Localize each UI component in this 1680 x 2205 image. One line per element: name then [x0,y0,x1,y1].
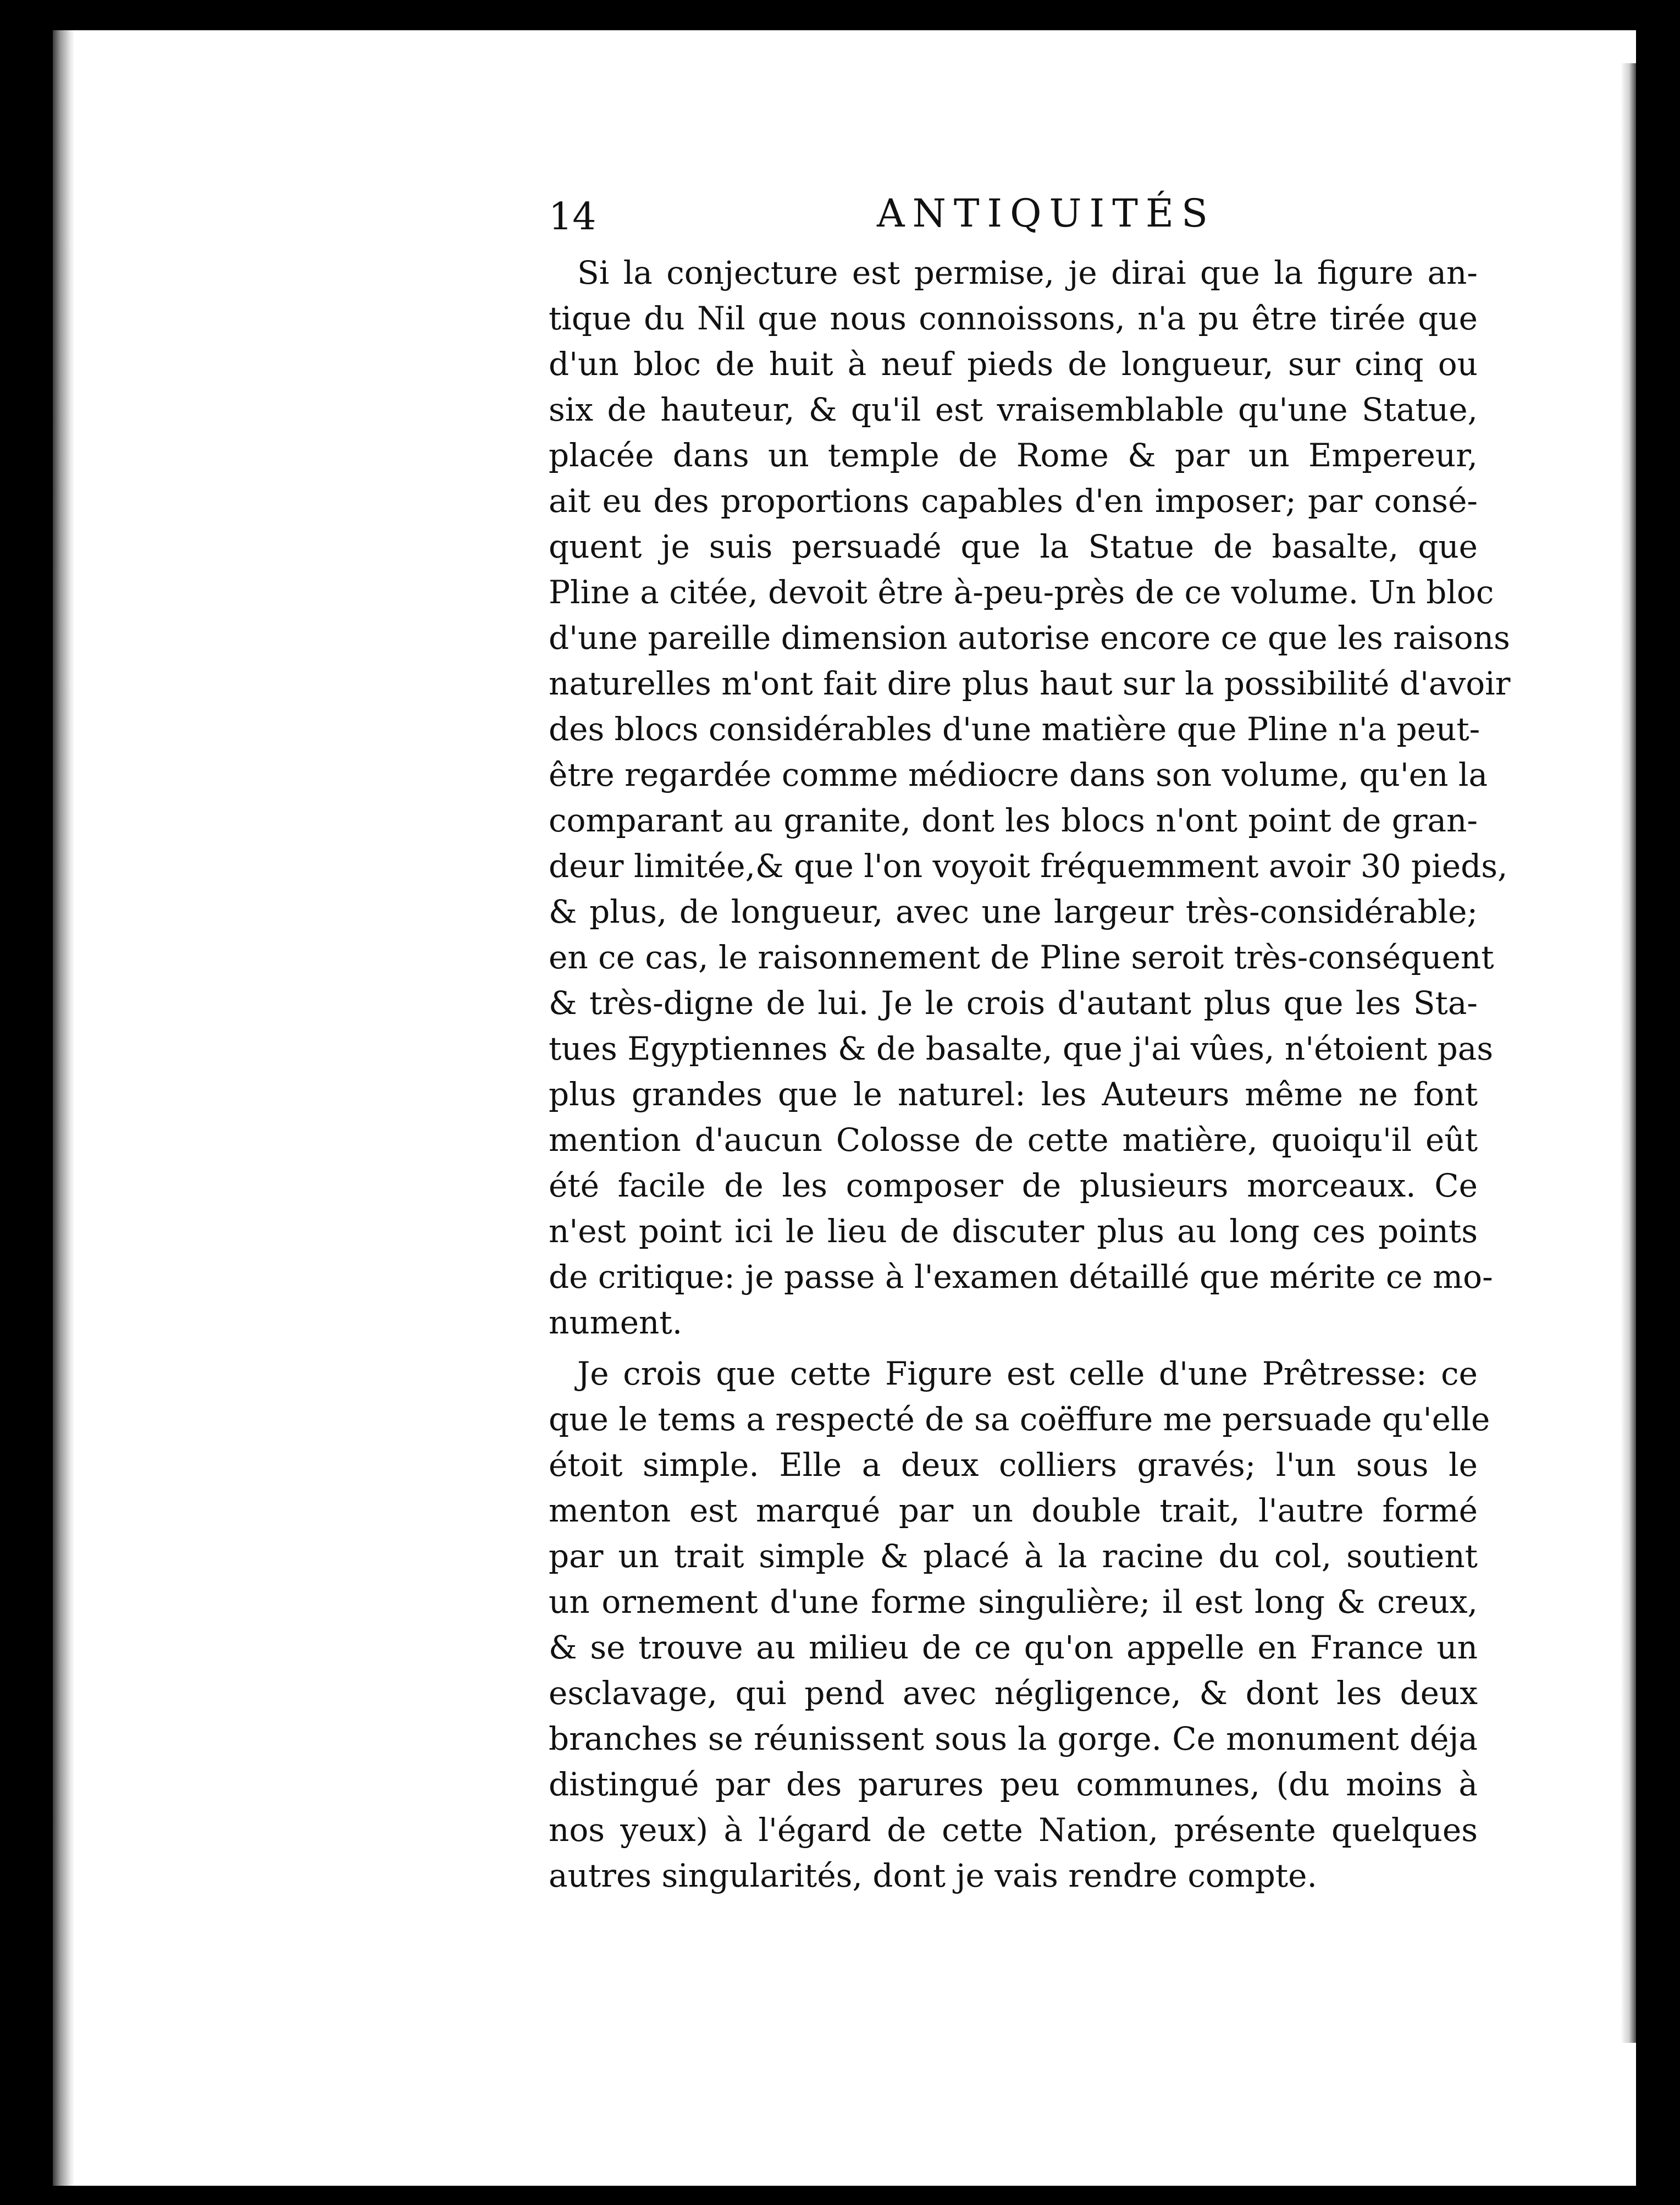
text-line: & très-digne de lui. Je le crois d'autant plus que les Sta- [549,984,1478,1022]
text-line: été facile de les composer de plusieurs morceaux. Ce [549,1167,1478,1204]
text-line: un ornement d'une forme singulière; il est long & creux, [549,1583,1478,1620]
text-line: distingué par des parures peu communes, (du moins à [549,1766,1478,1803]
text-line: n'est point ici le lieu de discuter plus au long ces points [549,1212,1478,1250]
text-line: mention d'aucun Colosse de cette matière, quoiqu'il eût [549,1121,1478,1159]
book-page [53,30,1636,2186]
text-line: nument. [549,1304,683,1341]
text-line: être regardée comme médiocre dans son volume, qu'en la [549,756,1488,793]
text-line: deur limitée,& que l'on voyoit fréquemment avoir 30 pieds, [549,847,1508,885]
text-line: naturelles m'ont fait dire plus haut sur la possibilité d'avoir [549,665,1511,702]
text-line: placée dans un temple de Rome & par un Empereur, [549,437,1478,474]
text-line: tues Egyptiennes & de basalte, que j'ai vûes, n'étoient pas [549,1030,1494,1067]
running-title: ANTIQUITÉS [877,191,1215,236]
text-line: Pline a citée, devoit être à-peu-près de ce volume. Un bloc [549,574,1494,611]
text-line: en ce cas, le raisonnement de Pline seroit très-conséquent [549,939,1494,976]
text-line: plus grandes que le naturel: les Auteurs même ne font [549,1076,1478,1113]
text-line: & se trouve au milieu de ce qu'on appelle en France un [549,1629,1478,1666]
paragraph [549,1351,1490,1899]
text-line: menton est marqué par un double trait, l'autre formé [549,1492,1478,1529]
text-line: quent je suis persuadé que la Statue de basalte, que [549,528,1478,565]
binding-shadow [53,30,75,2186]
paragraph [549,250,1511,1346]
text-line: branches se réunissent sous la gorge. Ce monument déja [549,1720,1478,1757]
text-line: six de hauteur, & qu'il est vraisemblable qu'une Statue, [549,391,1478,428]
page-number: 14 [549,195,596,239]
text-line: esclavage, qui pend avec négligence, & dont les deux [549,1674,1478,1712]
text-line: de critique: je passe à l'examen détaillé que mérite ce mo- [549,1258,1493,1296]
text-line: Si la conjecture est permise, je dirai que la figure an- [577,254,1478,291]
text-line: d'une pareille dimension autorise encore ce que les raisons [549,619,1510,657]
text-line: ait eu des proportions capables d'en imposer; par consé- [549,482,1478,520]
text-line: autres singularités, dont je vais rendre compte. [549,1857,1317,1894]
text-line: par un trait simple & placé à la racine du col, soutient [549,1537,1478,1575]
text-line: & plus, de longueur, avec une largeur très-considérable; [549,893,1478,930]
text-line: étoit simple. Elle a deux colliers gravés; l'un sous le [549,1446,1478,1484]
text-line: Je crois que cette Figure est celle d'une Prêtresse: ce [577,1355,1478,1392]
running-head [549,190,1478,250]
page-edge-shadow [1621,63,1636,2043]
text-line: nos yeux) à l'égard de cette Nation, présente quelques [549,1811,1478,1849]
text-line: d'un bloc de huit à neuf pieds de longueur, sur cinq ou [549,345,1478,383]
paragraph-gap [549,1346,1478,1351]
text-line: des blocs considérables d'une matière que Pline n'a peut- [549,710,1480,748]
text-line: que le tems a respecté de sa coëffure me persuade qu'elle [549,1401,1490,1438]
text-line: tique du Nil que nous connoissons, n'a pu être tirée que [549,300,1478,337]
text-block [549,190,1511,1899]
text-line: comparant au granite, dont les blocs n'ont point de gran- [549,802,1478,839]
